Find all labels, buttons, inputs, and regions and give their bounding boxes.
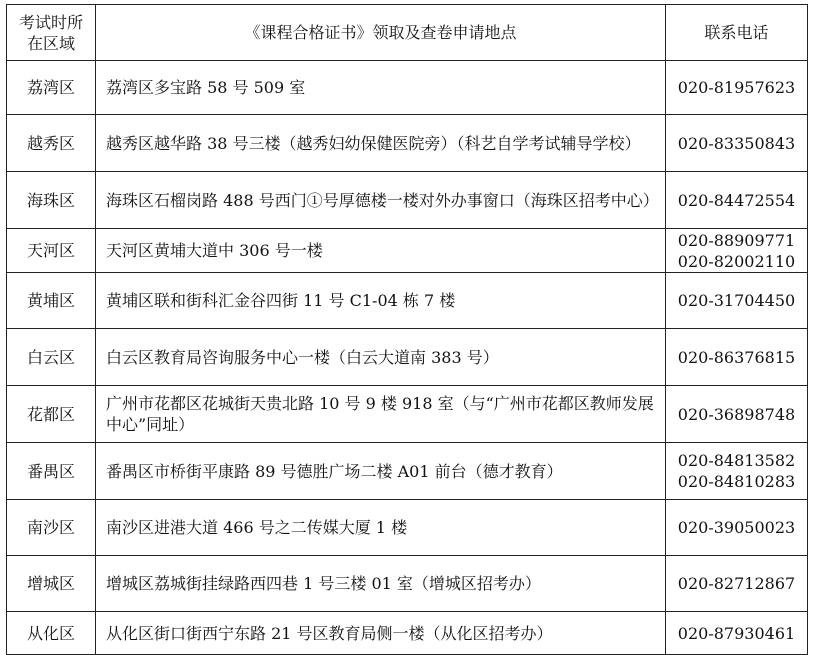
address-cell: 广州市花都区花城街天贵北路 10 号 9 楼 918 室（与“广州市花都区教师发展中心”同址） bbox=[96, 386, 666, 443]
phone-number: 020-88909771 bbox=[677, 230, 796, 250]
table-row bbox=[7, 229, 808, 273]
table-row bbox=[7, 172, 808, 229]
area-cell: 番禺区 bbox=[7, 443, 96, 500]
table-row bbox=[7, 61, 808, 115]
phone-number: 020-83350843 bbox=[677, 133, 796, 153]
phone-cell bbox=[666, 556, 808, 612]
table-row bbox=[7, 273, 808, 329]
address-cell: 天河区黄埔大道中 306 号一楼 bbox=[96, 229, 666, 273]
phone-number: 020-81957623 bbox=[677, 78, 796, 97]
area-cell: 越秀区 bbox=[7, 115, 96, 172]
address-cell: 荔湾区多宝路 58 号 509 室 bbox=[96, 61, 666, 115]
area-cell: 增城区 bbox=[7, 556, 96, 612]
address-cell: 增城区荔城街挂绿路西四巷 1 号三楼 01 室（增城区招考办） bbox=[96, 556, 666, 612]
phone-number: 020-39050023 bbox=[677, 518, 796, 537]
table-row bbox=[7, 115, 808, 172]
phone-number: 020-31704450 bbox=[677, 291, 796, 310]
phone-number: 020-82002110 bbox=[677, 251, 796, 271]
table-row bbox=[7, 443, 808, 500]
address-cell: 越秀区越华路 38 号三楼（越秀妇幼保健医院旁）（科艺自学考试辅导学校） bbox=[96, 115, 666, 172]
address-cell: 南沙区进港大道 466 号之二传媒大厦 1 楼 bbox=[96, 500, 666, 556]
area-cell: 花都区 bbox=[7, 386, 96, 443]
phone-cell bbox=[666, 229, 808, 273]
table-row bbox=[7, 556, 808, 612]
address-cell: 从化区街口街西宁东路 21 号区教育局侧一楼（从化区招考办） bbox=[96, 612, 666, 655]
phone-cell bbox=[666, 500, 808, 556]
area-cell: 白云区 bbox=[7, 329, 96, 386]
table-row bbox=[7, 329, 808, 386]
area-cell: 南沙区 bbox=[7, 500, 96, 556]
area-cell: 荔湾区 bbox=[7, 61, 96, 115]
phone-cell bbox=[666, 273, 808, 329]
area-cell: 天河区 bbox=[7, 229, 96, 273]
location-table bbox=[6, 4, 808, 655]
phone-cell bbox=[666, 329, 808, 386]
table-header-row bbox=[7, 5, 808, 61]
table-row bbox=[7, 500, 808, 556]
area-cell: 从化区 bbox=[7, 612, 96, 655]
area-cell: 黄埔区 bbox=[7, 273, 96, 329]
phone-number: 020-87930461 bbox=[677, 623, 796, 643]
header-phone: 联系电话 bbox=[666, 5, 808, 61]
table-row bbox=[7, 612, 808, 655]
phone-number: 020-82712867 bbox=[677, 574, 796, 593]
area-cell: 海珠区 bbox=[7, 172, 96, 229]
address-cell: 番禺区市桥街平康路 89 号德胜广场二楼 A01 前台（德才教育） bbox=[96, 443, 666, 500]
address-cell: 黄埔区联和街科汇金谷四街 11 号 C1-04 栋 7 楼 bbox=[96, 273, 666, 329]
phone-number: 020-84813582 bbox=[677, 451, 796, 470]
phone-number: 020-84472554 bbox=[677, 190, 796, 210]
phone-number: 020-86376815 bbox=[677, 347, 796, 367]
phone-cell bbox=[666, 61, 808, 115]
header-address: 《课程合格证书》领取及查卷申请地点 bbox=[96, 5, 666, 61]
phone-cell bbox=[666, 612, 808, 655]
phone-cell bbox=[666, 172, 808, 229]
phone-cell bbox=[666, 386, 808, 443]
phone-cell bbox=[666, 443, 808, 500]
phone-cell bbox=[666, 115, 808, 172]
address-cell: 白云区教育局咨询服务中心一楼（白云大道南 383 号） bbox=[96, 329, 666, 386]
table-row bbox=[7, 386, 808, 443]
phone-number: 020-84810283 bbox=[677, 472, 796, 491]
phone-number: 020-36898748 bbox=[677, 404, 796, 424]
header-area: 考试时所在区域 bbox=[7, 5, 96, 61]
address-cell: 海珠区石榴岗路 488 号西门①号厚德楼一楼对外办事窗口（海珠区招考中心） bbox=[96, 172, 666, 229]
